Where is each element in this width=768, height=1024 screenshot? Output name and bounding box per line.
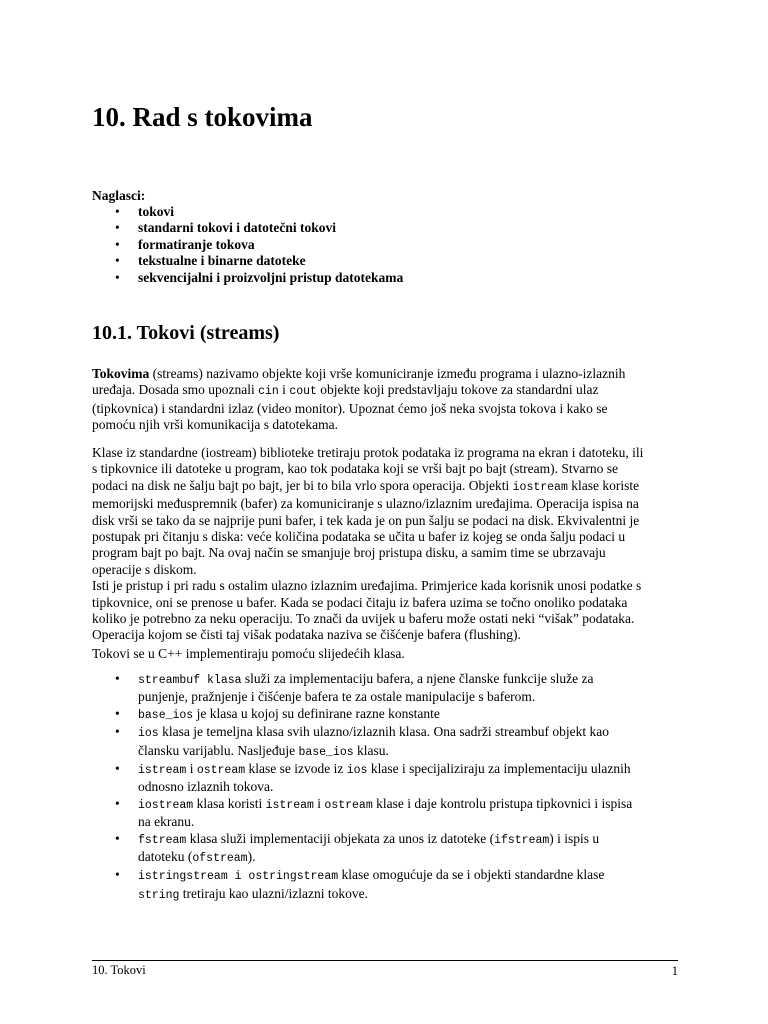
text: klasu. [353, 742, 389, 758]
text-line: punjenje, pražnjenje i čišćenje bafera te za ostale manipulacije s baferom. [138, 689, 536, 705]
text-line: disk vrši se tako da se najprije puni bafer, i tek kada je on pun šalju se podaci na disk. Ekvivalentni je [92, 512, 640, 528]
list-item-stringstream [92, 867, 632, 904]
text-line: (tipkovnica) i standardni izlaz (video monitor). Upoznat ćemo još neka svojsta tokova i kako se [92, 400, 608, 416]
code-ios: ios [346, 764, 368, 778]
code-base-ios: base_ios [298, 745, 354, 759]
code-string: string [138, 888, 180, 902]
text: služi za implementaciju bafera, a njene članske funkcije služe za [241, 671, 594, 686]
list-item-iostream [92, 796, 632, 831]
footer-divider [92, 960, 678, 961]
bullet: • [115, 795, 120, 811]
list-item-fstream [92, 831, 632, 868]
text: klase i specijaliziraju za implementaciju ulaznih [367, 761, 631, 777]
text: klase i daje kontrolu pristupa tipkovnici i ispisa [372, 795, 633, 811]
list-item [92, 237, 403, 253]
footer-chapter-label: 10. Tokovi [92, 963, 146, 977]
list-item-ios [92, 724, 632, 761]
page-number: 1 [671, 964, 678, 978]
bullet: • [115, 705, 120, 721]
text-line: Operacija kojom se čisti taj višak podataka naziva se čišćenje bafera (flushing). [92, 627, 521, 643]
highlights-list [92, 204, 403, 286]
code-cin: cin [258, 385, 279, 399]
bullet: • [115, 204, 120, 219]
text-line: Isti je pristup i pri radu s ostalim ulazno izlaznim uređajima. Primjerice kada korisnik unosi podatke s [92, 578, 642, 594]
highlight-text: formatiranje tokova [138, 236, 255, 252]
code-ostream: ostream [196, 764, 246, 778]
text: i [278, 382, 290, 398]
paragraph-streams-intro [92, 366, 677, 434]
code-streambuf: streambuf klasa [138, 674, 242, 687]
code-ios: ios [138, 727, 159, 741]
code-istream: istream [138, 764, 187, 778]
bullet: • [115, 724, 120, 740]
text-line: postupak pri čitanju s diska: veće količina podataka se učita u bafer iz kojeg se onda šalju podaci u [92, 529, 626, 545]
text-line: Tokovi se u C++ implementiraju pomoću slijedećih klasa. [92, 646, 405, 661]
code-istream: istream [265, 798, 314, 812]
bullet: • [115, 867, 120, 883]
list-item-istream [92, 761, 632, 796]
text: datoteku ( [138, 849, 193, 865]
text: klasa koristi [193, 795, 266, 811]
text: i [313, 795, 325, 811]
code-iostream: iostream [512, 480, 568, 494]
code-base-ios: base_ios [138, 708, 194, 722]
code-iostream: iostream [138, 798, 194, 812]
chapter-title: 10. Rad s tokovima [92, 102, 313, 132]
list-item [92, 220, 403, 236]
text-line: pomoću njih vrši komunikacija s datotekama. [92, 417, 338, 433]
bullet: • [115, 830, 120, 846]
text: člansku varijablu. Nasljeđuje [138, 742, 299, 758]
text-line: koliko je potrebno za neku operaciju. To znači da uvijek u baferu može ostati neki “višak” podataka. [92, 611, 635, 627]
text: i [186, 761, 197, 777]
text-line: odnosno izlaznih tokova. [138, 779, 274, 795]
text-line: memorijski međuspremnik (bafer) za komuniciranje s ulazno/izlaznim uređajima. Operacija ispisa na [92, 496, 639, 512]
text: klase se izvode iz [245, 761, 347, 777]
text: ). [247, 849, 256, 865]
text: klasa služi implementaciji objekata za unos iz datoteke ( [186, 830, 495, 846]
highlight-text: tokovi [138, 204, 175, 219]
highlight-text: sekvencijalni i proizvoljni pristup datotekama [138, 269, 404, 285]
text: klasa je temeljna klasa svih ulazno/izlaznih klasa. Ona sadrži streambuf objekt kao [158, 724, 609, 740]
text-line: operacije s diskom. [92, 561, 197, 577]
highlights-title: Naglasci: [92, 188, 146, 203]
text-line: program bajt po bajt. Na ovaj način se smanjuje broj pristupa disku, a samim time se ubrzavaju [92, 545, 606, 561]
code-cout: cout [289, 385, 317, 399]
highlight-text: tekstualne i binarne datoteke [138, 253, 306, 269]
text: uređaja. Dosada smo upoznali [92, 382, 259, 398]
list-item [92, 253, 403, 269]
text: tretiraju kao ulazni/izlazni tokove. [179, 885, 368, 901]
text: je klasa u kojoj su definirane razne konstante [193, 705, 440, 721]
code-ifstream: ifstream [494, 833, 550, 847]
text-line: tipkovnice, oni se prenose u bafer. Kada se podaci čitaju iz bafera uzima se točno onoliko podataka [92, 594, 628, 610]
bullet: • [115, 761, 120, 777]
text-line: na ekranu. [138, 814, 195, 830]
text: ) i ispis u [549, 830, 600, 846]
text: (streams) nazivamo objekte koji vrše komuniciranje između programa i ulazno-izlaznih [149, 366, 626, 381]
bullet: • [115, 671, 120, 686]
paragraph-classes-intro [92, 646, 677, 662]
list-item-base-ios [92, 706, 632, 724]
code-ostream: ostream [324, 798, 373, 812]
bullet: • [115, 220, 120, 236]
text-line: Klase iz standardne (iostream) biblioteke tretiraju protok podataka iz programa na ekran i datoteku, ili [92, 445, 644, 460]
highlight-text: standarni tokovi i datotečni tokovi [138, 220, 337, 236]
text: klase koriste [567, 477, 640, 493]
text: klase omogućuje da se i objekti standardne klase [338, 867, 605, 883]
code-stringstream: istringstream i ostringstream [138, 870, 339, 884]
term-tokovima: Tokovima [92, 366, 150, 381]
code-ofstream: ofstream [192, 852, 248, 866]
code-fstream: fstream [138, 833, 187, 847]
class-list [92, 671, 632, 904]
bullet: • [115, 269, 120, 285]
bullet: • [115, 236, 120, 252]
list-item [92, 204, 403, 220]
text: objekte koji predstavljaju tokove za standardni ulaz [316, 382, 599, 398]
list-item-streambuf [92, 671, 632, 706]
bullet: • [115, 253, 120, 269]
text-line: s tipkovnice ili datoteke u program, kao tok podataka koji se vrši bajt po bajt (stream). Stvarno se [92, 461, 618, 477]
section-title: 10.1. Tokovi (streams) [92, 322, 280, 344]
paragraph-buffering [92, 445, 677, 644]
list-item [92, 270, 403, 286]
text: podaci na disk ne šalju bajt po bajt, jer bi to bila vrlo spora operacija. Objekti [92, 477, 513, 493]
